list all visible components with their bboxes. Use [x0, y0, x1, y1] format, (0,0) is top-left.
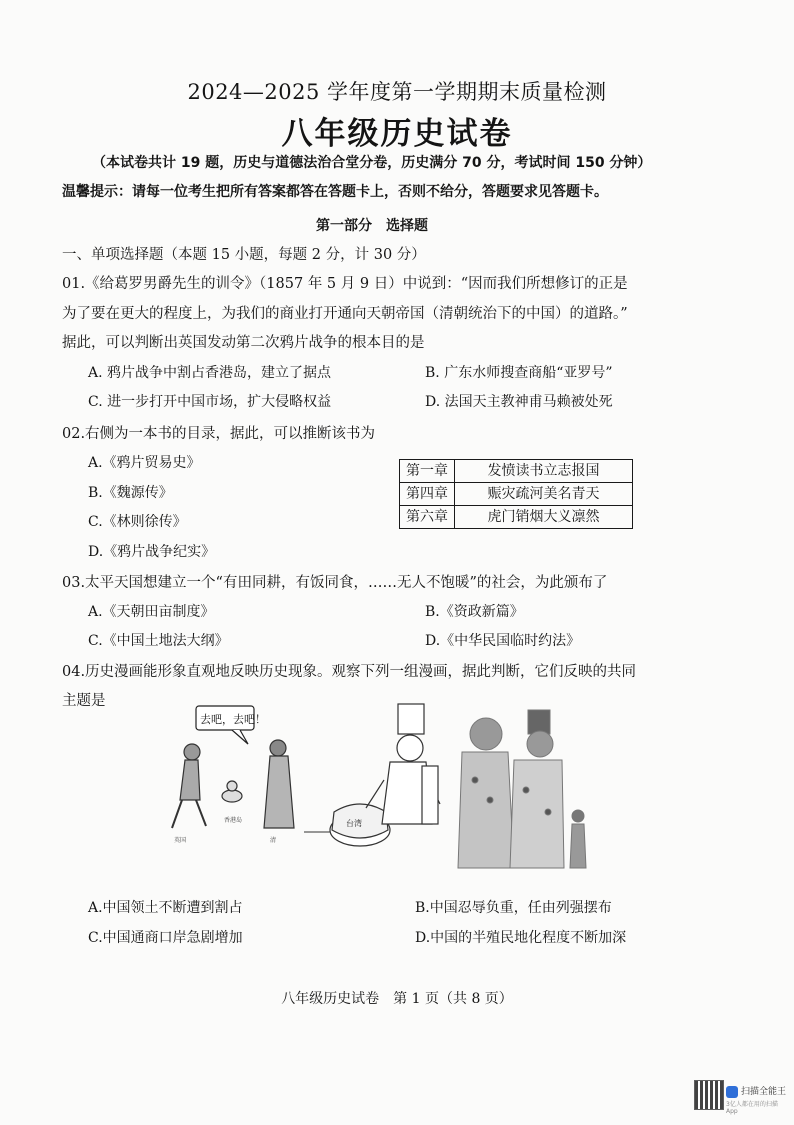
cake-label: 台湾 [346, 819, 362, 828]
q4-option-d: D.中国的半殖民地化程度不断加深 [415, 930, 627, 946]
toc-title: 虎门销烟大义凛然 [455, 506, 633, 529]
history-cartoon-group [170, 700, 610, 880]
cartoon-caption: 清 [270, 837, 277, 844]
q2-stem: 02.右侧为一本书的目录，据此，可以推断该书为 [62, 426, 376, 442]
toc-chapter: 第四章 [400, 483, 455, 506]
q2-option-a: A.《鸦片贸易史》 [88, 455, 201, 471]
page-footer: 八年级历史试卷 第 1 页（共 8 页） [281, 991, 513, 1007]
cartoon-powers-group [458, 710, 586, 868]
exam-note: （本试卷共计 19 题，历史与道德法治合堂分卷，历史满分 70 分，考试时间 150 分钟） [92, 155, 652, 171]
q3-option-a: A.《天朝田亩制度》 [88, 604, 215, 620]
q3-option-c: C.《中国土地法大纲》 [88, 633, 229, 649]
toc-row [400, 506, 633, 529]
q3-option-b: B.《资政新篇》 [425, 604, 524, 620]
scanner-logo-icon [726, 1086, 738, 1098]
q1-stem-line: 01.《给葛罗男爵先生的训令》（1857 年 5 月 9 日）中说到：“因而我们所想修订的正是 [62, 276, 628, 292]
cartoon-taiwan-cake [304, 704, 440, 846]
q4-option-a: A.中国领土不断遭到割占 [88, 900, 243, 916]
part-title: 第一部分 选择题 [316, 218, 428, 234]
q1-option-c: C. 进一步打开中国市场，扩大侵略权益 [88, 394, 332, 410]
q3-stem: 03.太平天国想建立一个“有田同耕，有饭同食，……无人不饱暖”的社会，为此颁布了 [62, 575, 608, 591]
q3-option-d: D.《中华民国临时约法》 [425, 633, 581, 649]
q1-option-d: D. 法国天主教神甫马赖被处死 [425, 394, 613, 410]
toc-title: 发愤读书立志报国 [455, 460, 633, 483]
q2-option-b: B.《魏源传》 [88, 485, 173, 501]
subject-title: 八年级历史试卷 [281, 116, 513, 152]
q4-option-b: B.中国忍辱负重，任由列强摆布 [415, 900, 612, 916]
cartoon-ceding-territory [172, 706, 294, 844]
speech-bubble-text: 去吧，去吧！ [200, 713, 266, 726]
exam-title: 2024—2025 学年度第一学期期末质量检测 [187, 80, 607, 104]
scanner-watermark [694, 1080, 788, 1115]
q2-option-c: C.《林则徐传》 [88, 514, 187, 530]
toc-chapter: 第六章 [400, 506, 455, 529]
toc-row [400, 460, 633, 483]
scanner-subtitle: 3亿人都在用的扫描App [726, 1101, 778, 1115]
q1-option-b: B. 广东水师搜查商船“亚罗号” [425, 365, 613, 381]
q1-stem-line: 据此，可以判断出英国发动第二次鸦片战争的根本目的是 [62, 335, 425, 351]
qr-code-icon [694, 1080, 724, 1110]
cartoon-caption: 香港岛 [224, 817, 243, 824]
q2-option-d: D.《鸦片战争纪实》 [88, 544, 216, 560]
toc-chapter: 第一章 [400, 460, 455, 483]
section-heading: 一、单项选择题（本题 15 小题，每题 2 分，计 30 分） [62, 247, 426, 263]
q4-option-c: C.中国通商口岸急剧增加 [88, 930, 243, 946]
exam-reminder: 温馨提示：请每一位考生把所有答案都答在答题卡上，否则不给分，答题要求见答题卡。 [62, 184, 608, 200]
q4-stem-line: 04.历史漫画能形象直观地反映历史现象。观察下列一组漫画，据此判断，它们反映的共同 [62, 664, 637, 680]
cartoon-caption: 英国 [174, 837, 187, 844]
q1-stem-line: 为了要在更大的程度上，为我们的商业打开通向天朝帝国（清朝统治下的中国）的道路。” [62, 306, 628, 322]
q1-option-a: A. 鸦片战争中割占香港岛，建立了据点 [88, 365, 332, 381]
scanner-brand: 扫描全能王 [741, 1087, 787, 1097]
q4-stem-line: 主题是 [62, 693, 106, 709]
toc-row [400, 483, 633, 506]
book-toc-table [399, 459, 633, 529]
toc-title: 赈灾疏河美名青天 [455, 483, 633, 506]
